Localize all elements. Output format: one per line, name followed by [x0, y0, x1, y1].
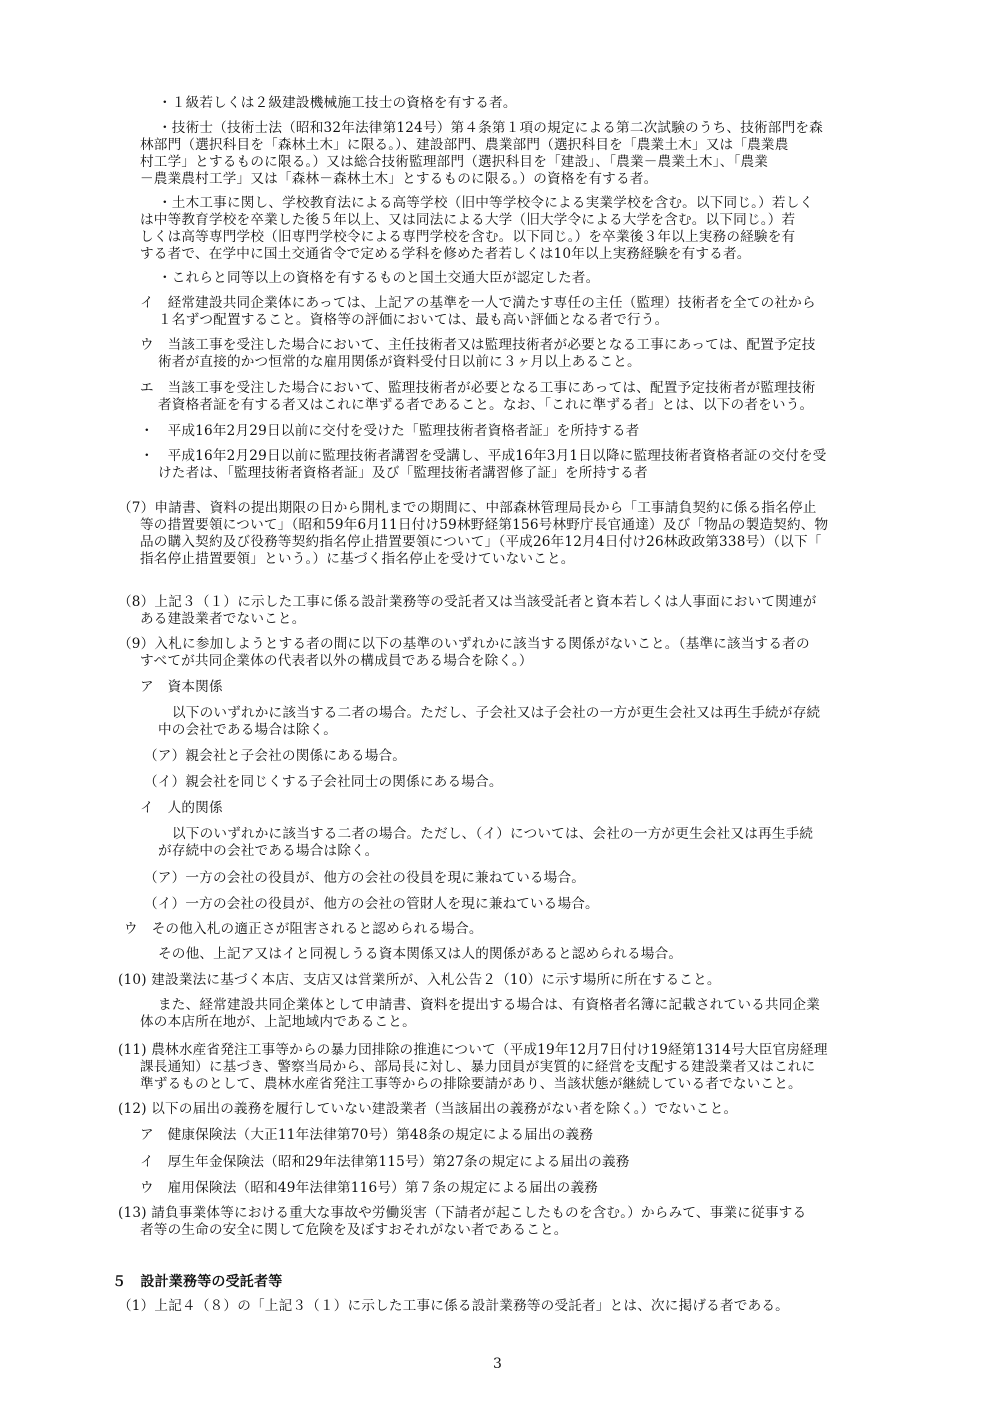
text-line: ウ その他入札の適正さが阻害されると認められる場合。	[124, 921, 483, 937]
text-line: は中等教育学校を卒業した後５年以上、又は同法による大学（旧大学令による大学を含む。以下同じ。）若	[140, 212, 796, 228]
text-line: 課長通知）に基づき、警察当局から、部局長に対し、暴力団員が実質的に経営を支配する建設業者又はこれに	[140, 1059, 816, 1075]
text-line: （1）上記４（８）の「上記３（１）に示した工事に係る設計業務等の受託者」とは、次に掲げる者である。	[118, 1298, 789, 1314]
text-line: （ア）親会社と子会社の関係にある場合。	[144, 748, 407, 764]
page-number: 3	[493, 1356, 503, 1372]
text-line: エ 当該工事を受注した場合において、監理技術者が必要となる工事にあっては、配置予定技術者が監理技術	[140, 380, 816, 396]
text-line: イ 経常建設共同企業体にあっては、上記アの基準を一人で満たす専任の主任（監理）技術者を全ての社から	[140, 295, 816, 311]
text-line: 品の購入契約及び役務等契約指名停止措置要領について」（平成26年12月4日付け26林政政第338号）（以下「	[140, 534, 822, 550]
text-line: 等の措置要領について」（昭和59年6月11日付け59林野経第156号林野庁長官通達）及び「物品の製造契約、物	[140, 517, 829, 533]
text-line: 準ずるものとして、農林水産省発注工事等からの排除要請があり、当該状態が継続している者でないこと。	[140, 1076, 802, 1092]
text-line: （イ）一方の会社の役員が、他方の会社の管財人を現に兼ねている場合。	[144, 896, 599, 912]
text-line: ア 健康保険法（大正11年法律第70号）第48条の規定による届出の義務	[140, 1127, 594, 1143]
text-line: 林部門（選択科目を「森林土木」に限る。）、建設部門、農業部門（選択科目を「農業土木」又は「農業農	[140, 137, 789, 153]
text-line: ・技術士（技術士法（昭和32年法律第124号）第４条第１項の規定による第二次試験のうち、技術部門を森	[158, 120, 823, 136]
text-line: 中の会社である場合は除く。	[158, 722, 338, 738]
text-line: ・ 平成16年2月29日以前に交付を受けた「監理技術者資格者証」を所持する者	[140, 423, 640, 439]
text-line: （ア）一方の会社の役員が、他方の会社の役員を現に兼ねている場合。	[144, 870, 586, 886]
text-line: ・土木工事に関し、学校教育法による高等学校（旧中等学校令による実業学校を含む。以下同じ。）若しく	[158, 195, 814, 211]
text-line: ウ 雇用保険法（昭和49年法律第116号）第７条の規定による届出の義務	[140, 1180, 599, 1196]
text-line: イ 人的関係	[140, 800, 223, 816]
text-line: ある建設業者でないこと。	[140, 611, 306, 627]
text-line: 体の本店所在地が、上記地域内であること。	[140, 1014, 416, 1030]
text-line: しくは高等専門学校（旧専門学校令による専門学校を含む。以下同じ。）を卒業後３年以上実務の経験を有	[140, 229, 796, 245]
text-line: 村工学」とするものに限る。）又は総合技術監理部門（選択科目を「建設」、「農業－農業土木」、「農業	[140, 154, 769, 170]
section-heading: ５ 設計業務等の受託者等	[112, 1274, 283, 1290]
text-line: (12) 以下の届出の義務を履行していない建設業者（当該届出の義務がない者を除く。）でないこと。	[118, 1101, 738, 1117]
text-line: ・ 平成16年2月29日以前に監理技術者講習を受講し、平成16年3月1日以降に監理技術者資格者証の交付を受	[140, 448, 827, 464]
text-line: する者で、在学中に国土交通省令で定める学科を修めた者若しくは10年以上実務経験を有する者。	[140, 246, 751, 262]
text-line: けた者は、「監理技術者資格者証」及び「監理技術者講習修了証」を所持する者	[158, 465, 648, 481]
text-line: ア 資本関係	[140, 679, 223, 695]
text-line: (11) 農林水産省発注工事等からの暴力団排除の推進について（平成19年12月7日付け19経第1314号大臣官房経理	[118, 1042, 828, 1058]
text-line: 者等の生命の安全に関して危険を及ぼすおそれがない者であること。	[140, 1222, 568, 1238]
text-line: 以下のいずれかに該当する二者の場合。ただし、（イ）については、会社の一方が更生会社又は再生手続	[172, 826, 814, 842]
text-line: １名ずつ配置すること。資格等の評価においては、最も高い評価となる者で行う。	[158, 312, 669, 328]
text-line: ・これらと同等以上の資格を有するものと国土交通大臣が認定した者。	[158, 270, 600, 286]
text-line: (10) 建設業法に基づく本店、支店又は営業所が、入札公告２（10）に示す場所に所在すること。	[118, 972, 721, 988]
text-line: ウ 当該工事を受注した場合において、主任技術者又は監理技術者が必要となる工事にあっては、配置予定技	[140, 337, 816, 353]
text-line: イ 厚生年金保険法（昭和29年法律第115号）第27条の規定による届出の義務	[140, 1154, 630, 1170]
text-line: 以下のいずれかに該当する二者の場合。ただし、子会社又は子会社の一方が更生会社又は再生手続が存続	[172, 705, 821, 721]
text-line: が存続中の会社である場合は除く。	[158, 843, 379, 859]
text-line: （8）上記３（１）に示した工事に係る設計業務等の受託者又は当該受託者と資本若しくは人事面において関連が	[118, 594, 817, 610]
text-line: 指名停止措置要領」という。）に基づく指名停止を受けていないこと。	[140, 551, 575, 567]
text-line: ・１級若しくは２級建設機械施工技士の資格を有する者。	[158, 95, 517, 111]
text-line: 術者が直接的かつ恒常的な雇用関係が資料受付日以前に３ヶ月以上あること。	[158, 354, 641, 370]
text-line: －農業農村工学」又は「森林－森林土木」とするものに限る。）の資格を有する者。	[140, 171, 658, 187]
text-line: （9）入札に参加しようとする者の間に以下の基準のいずれかに該当する関係がないこと。（基準に該当する者の	[118, 636, 810, 652]
text-line: (13) 請負事業体等における重大な事故や労働災害（下請者が起こしたものを含む。）からみて、事業に従事する	[118, 1205, 807, 1221]
text-line: すべてが共同企業体の代表者以外の構成員である場合を除く。）	[140, 653, 533, 669]
text-line: その他、上記ア又はイと同視しうる資本関係又は人的関係があると認められる場合。	[158, 946, 683, 962]
text-line: 者資格者証を有する者又はこれに準ずる者であること。なお、「これに準ずる者」とは、以下の者をいう。	[158, 397, 814, 413]
text-line: （イ）親会社を同じくする子会社同士の関係にある場合。	[144, 774, 503, 790]
text-line: また、経常建設共同企業体として申請書、資料を提出する場合は、有資格者名簿に記載されている共同企業	[158, 997, 821, 1013]
text-line: （7）申請書、資料の提出期限の日から開札までの期間に、中部森林管理局長から「工事請負契約に係る指名停止	[118, 500, 817, 516]
